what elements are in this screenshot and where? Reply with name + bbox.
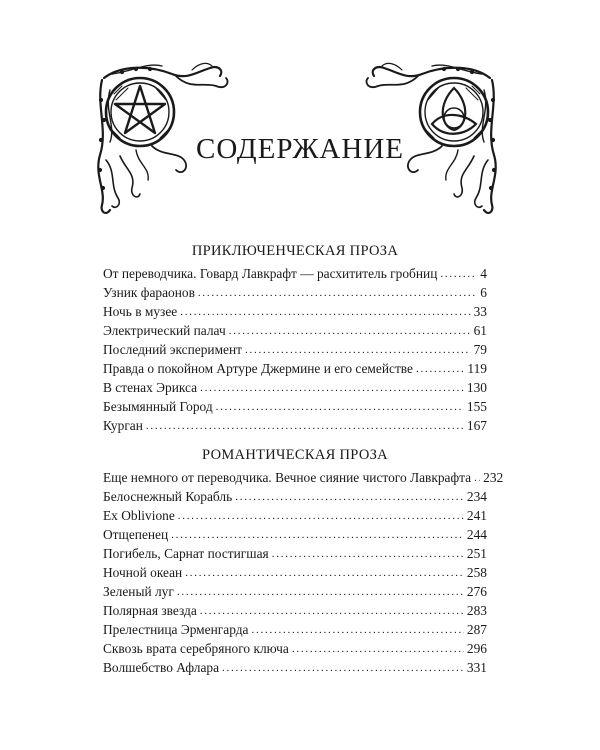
- entry-page-number: 283: [466, 603, 487, 618]
- section-heading: ПРИКЛЮЧЕНЧЕСКАЯ ПРОЗА: [191, 243, 399, 259]
- entry-title: Полярная звезда: [103, 603, 197, 618]
- entry-title: Ночь в музее: [103, 304, 178, 319]
- entry-page-number: 155: [466, 399, 487, 414]
- entry-page-number: 241: [466, 508, 487, 523]
- toc-entry[interactable]: [103, 321, 487, 340]
- entry-page-number: 234: [466, 489, 487, 504]
- entry-title: Отщепенец: [103, 527, 169, 542]
- toc-entry[interactable]: [103, 340, 487, 359]
- entry-page-number: 4: [480, 266, 487, 281]
- toc-entry[interactable]: [103, 416, 487, 435]
- entry-page-number: 167: [466, 418, 487, 433]
- section-heading: РОМАНТИЧЕСКАЯ ПРОЗА: [202, 447, 388, 463]
- entry-title: Последний эксперимент: [103, 342, 243, 357]
- dot-leader: [171, 524, 464, 545]
- toc-entry[interactable]: [103, 544, 487, 563]
- entry-title: Прелестница Эрменгарда: [103, 622, 249, 637]
- entry-page-number: 130: [466, 380, 487, 395]
- dot-leader: [222, 657, 464, 678]
- dot-leader: [146, 415, 464, 436]
- entry-page-number: 251: [466, 546, 487, 561]
- dot-leader: [440, 263, 477, 284]
- entry-title: Правда о покойном Артуре Джермине и его семействе: [103, 361, 413, 376]
- dot-leader: [474, 467, 480, 488]
- toc-entry[interactable]: [103, 563, 487, 582]
- toc-entry[interactable]: [103, 487, 487, 506]
- entry-title: Электрический палач: [103, 323, 226, 338]
- dot-leader: [272, 543, 464, 564]
- entry-title: Волшебство Афлара: [103, 660, 220, 675]
- toc-entry[interactable]: [103, 658, 487, 677]
- toc-entry[interactable]: [103, 601, 487, 620]
- dot-leader: [178, 505, 464, 526]
- dot-leader: [177, 581, 464, 602]
- dot-leader: [198, 282, 477, 303]
- toc-entry[interactable]: [103, 620, 487, 639]
- entry-title: Ночной океан: [103, 565, 183, 580]
- entry-title: Узник фараонов: [103, 285, 195, 300]
- dot-leader: [216, 396, 464, 417]
- entry-page-number: 331: [466, 660, 487, 675]
- entry-title: Зеленый луг: [103, 584, 174, 599]
- dot-leader: [251, 619, 463, 640]
- dot-leader: [200, 600, 464, 621]
- entry-title: Сквозь врата серебряного ключа: [103, 641, 289, 656]
- entry-page-number: 244: [466, 527, 487, 542]
- entry-title: Ex Oblivione: [103, 508, 175, 523]
- entry-title: В стенах Эрикса: [103, 380, 198, 395]
- toc-entry[interactable]: [103, 264, 487, 283]
- toc-entry[interactable]: [103, 639, 487, 658]
- entry-page-number: 61: [473, 323, 487, 338]
- entry-page-number: 119: [467, 361, 487, 376]
- toc-section-adventure: [103, 241, 487, 435]
- entry-page-number: 33: [473, 304, 487, 319]
- entry-page-number: 296: [466, 641, 487, 656]
- dot-leader: [200, 377, 464, 398]
- toc-entry[interactable]: [103, 359, 487, 378]
- dot-leader: [416, 358, 464, 379]
- entry-page-number: 79: [473, 342, 487, 357]
- dot-leader: [185, 562, 464, 583]
- toc-entry[interactable]: [103, 582, 487, 601]
- entry-title: Курган: [103, 418, 143, 433]
- dot-leader: [180, 301, 470, 322]
- toc-section-romantic: [103, 445, 504, 677]
- entry-title: Погибель, Сарнат постигшая: [103, 546, 269, 561]
- entry-page-number: 232: [483, 470, 504, 485]
- entry-page-number: 287: [466, 622, 487, 637]
- toc-entry[interactable]: [103, 397, 487, 416]
- entry-title: Еще немного от переводчика. Вечное сияние чистого Лавкрафта: [103, 470, 472, 485]
- entry-title: Белоснежный Корабль: [103, 489, 233, 504]
- page-title: СОДЕРЖАНИЕ: [196, 133, 404, 165]
- toc-entry[interactable]: [103, 302, 487, 321]
- entry-title: От переводчика. Говард Лавкрафт — расхититель гробниц: [103, 266, 438, 281]
- toc-entry[interactable]: [103, 283, 487, 302]
- toc-entry[interactable]: [103, 525, 487, 544]
- toc-entry[interactable]: [103, 468, 504, 487]
- dot-leader: [229, 320, 471, 341]
- entry-page-number: 6: [480, 285, 487, 300]
- toc-list: [103, 468, 504, 677]
- entry-title: Безымянный Город: [103, 399, 213, 414]
- toc-entry[interactable]: [103, 378, 487, 397]
- toc-entry[interactable]: [103, 506, 487, 525]
- toc-list: [103, 264, 487, 435]
- dot-leader: [292, 638, 464, 659]
- dot-leader: [235, 486, 464, 507]
- entry-page-number: 258: [466, 565, 487, 580]
- entry-page-number: 276: [466, 584, 487, 599]
- dot-leader: [245, 339, 471, 360]
